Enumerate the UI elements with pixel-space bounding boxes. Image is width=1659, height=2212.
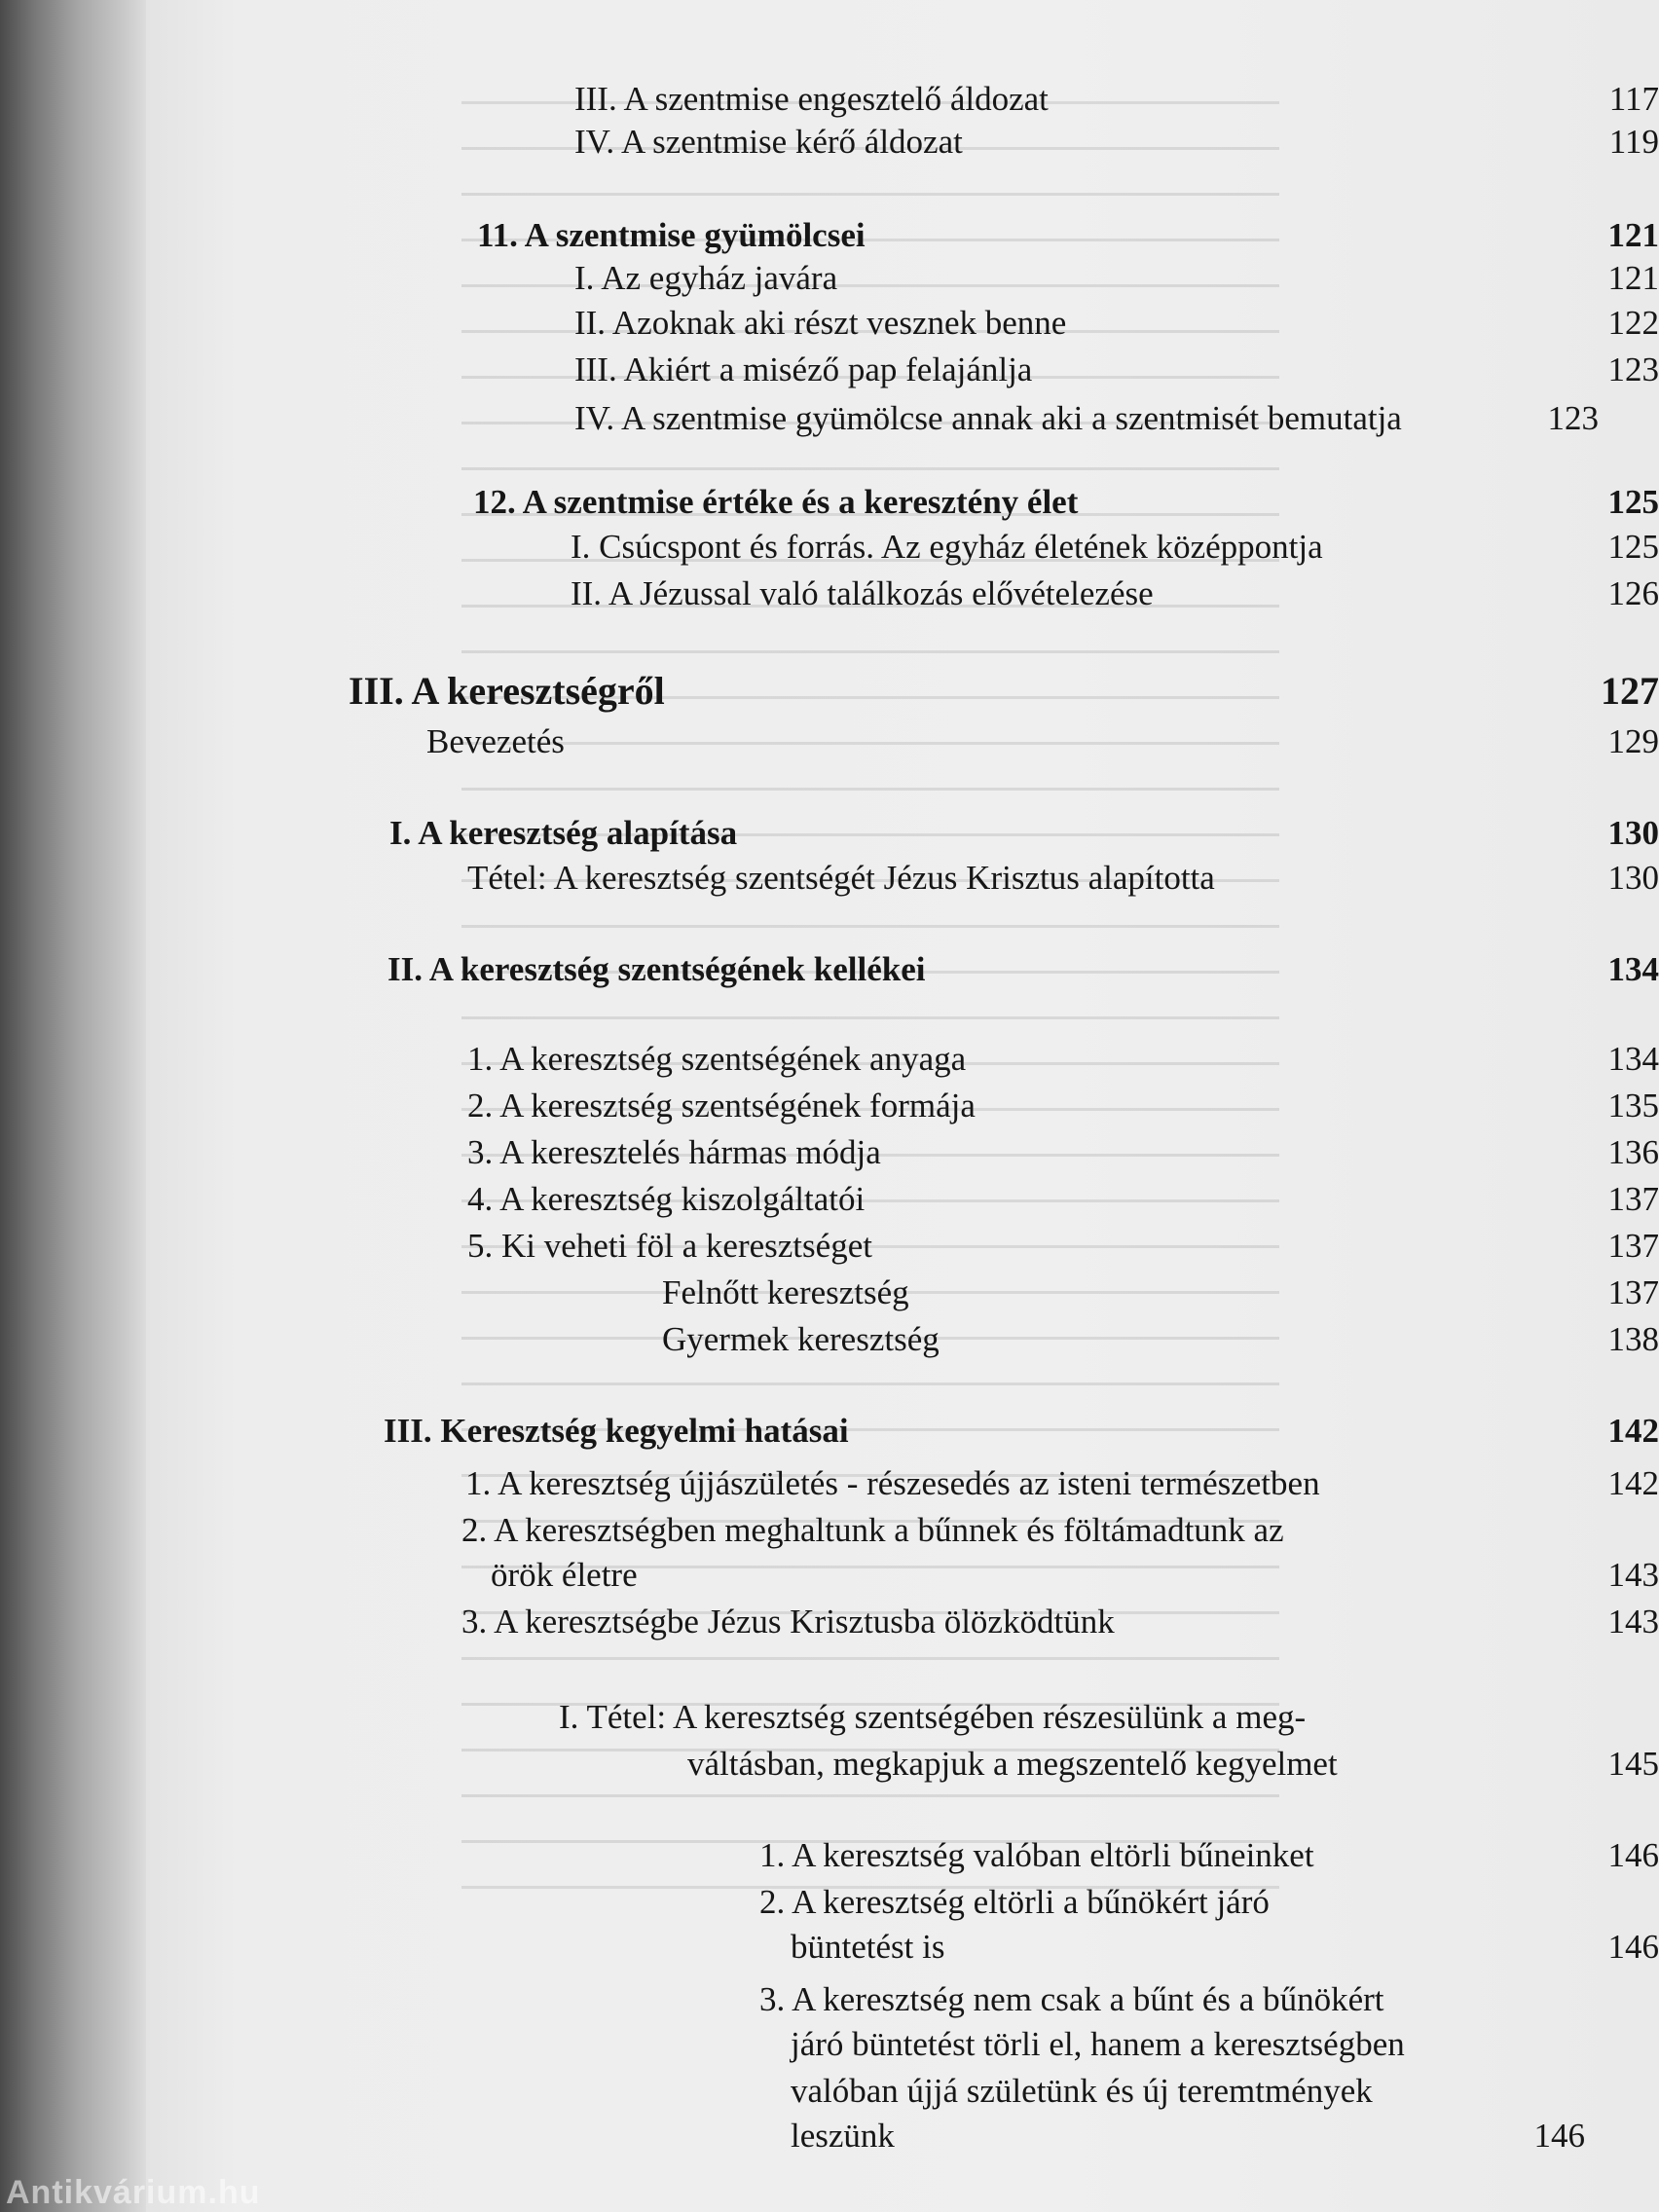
site-watermark: Antikvárium.hu bbox=[6, 2174, 261, 2211]
toc-entry-title: I. Csúcspont és forrás. Az egyház életének középpontja bbox=[571, 528, 1323, 566]
toc-entry-page: 146 bbox=[1533, 2117, 1585, 2155]
toc-entry-page: 146 bbox=[1607, 1836, 1659, 1874]
toc-entry-title: III. A szentmise engesztelő áldozat bbox=[574, 80, 1049, 118]
toc-entry-title: IV. A szentmise kérő áldozat bbox=[574, 123, 963, 161]
toc-entry-page: 130 bbox=[1607, 814, 1659, 852]
toc-entry-title: II. A Jézussal való találkozás elővételezése bbox=[571, 574, 1154, 612]
toc-entry-page: 123 bbox=[1607, 350, 1659, 388]
toc-entry-title: váltásban, megkapjuk a megszentelő kegyelmet bbox=[687, 1745, 1338, 1783]
toc-entry-title: valóban újjá születünk és új teremtmények bbox=[791, 2072, 1373, 2110]
toc-entry-page: 146 bbox=[1607, 1928, 1659, 1966]
toc-entry-page: 123 bbox=[1547, 399, 1599, 437]
toc-entry-title: II. Azoknak aki részt vesznek benne bbox=[574, 304, 1067, 342]
toc-entry-title: örök életre bbox=[491, 1556, 638, 1594]
toc-entry-page: 130 bbox=[1607, 859, 1659, 897]
toc-entry-page: 135 bbox=[1607, 1087, 1659, 1124]
toc-entry-title: 2. A keresztségben meghaltunk a bűnnek és föltámadtunk az bbox=[461, 1511, 1284, 1549]
toc-entry-page: 137 bbox=[1607, 1273, 1659, 1311]
toc-entry-page: 122 bbox=[1607, 304, 1659, 342]
toc-entry-title: büntetést is bbox=[791, 1928, 945, 1966]
toc-entry-title: I. Tétel: A keresztség szentségében részesülünk a meg- bbox=[559, 1698, 1307, 1736]
toc-entry-title: I. A keresztség alapítása bbox=[389, 814, 738, 852]
toc-entry-page: 136 bbox=[1607, 1133, 1659, 1171]
toc-entry-title: Bevezetés bbox=[426, 722, 565, 760]
toc-entry-title: járó büntetést törli el, hanem a keresztségben bbox=[791, 2025, 1405, 2063]
toc-entry-title: 2. A keresztség szentségének formája bbox=[467, 1087, 976, 1124]
toc-entry-page: 137 bbox=[1607, 1180, 1659, 1218]
toc-entry-title: leszünk bbox=[791, 2117, 895, 2155]
toc-entry-page: 142 bbox=[1607, 1412, 1659, 1450]
toc-entry-page: 125 bbox=[1607, 528, 1659, 566]
toc-entry-page: 134 bbox=[1607, 950, 1659, 988]
toc-entry-page: 143 bbox=[1607, 1556, 1659, 1594]
toc-entry-title: III. A keresztségről bbox=[349, 669, 665, 713]
toc-entry-page: 125 bbox=[1607, 483, 1659, 521]
toc-entry-title: 3. A keresztség nem csak a bűnt és a bűnökért bbox=[759, 1980, 1384, 2018]
toc-entry-page: 121 bbox=[1607, 216, 1659, 254]
toc-entry-title: III. Keresztség kegyelmi hatásai bbox=[384, 1412, 849, 1450]
toc-entry-page: 121 bbox=[1607, 259, 1659, 297]
toc-entry-page: 119 bbox=[1608, 123, 1659, 161]
toc-entry-title: 1. A keresztség újjászületés - részesedés az isteni természetben bbox=[465, 1464, 1320, 1502]
toc-entry-page: 134 bbox=[1607, 1040, 1659, 1078]
toc-entry-title: III. Akiért a miséző pap felajánlja bbox=[574, 350, 1033, 388]
toc-entry-page: 126 bbox=[1607, 574, 1659, 612]
toc-entry-title: 3. A keresztelés hármas módja bbox=[467, 1133, 881, 1171]
toc-entry-title: Tétel: A keresztség szentségét Jézus Krisztus alapította bbox=[467, 859, 1215, 897]
toc-entry-title: IV. A szentmise gyümölcse annak aki a szentmisét bemutatja bbox=[574, 399, 1402, 437]
toc-entry-title: 11. A szentmise gyümölcsei bbox=[477, 216, 866, 254]
toc-entry-title: Gyermek keresztség bbox=[662, 1320, 940, 1358]
toc-entry-title: II. A keresztség szentségének kellékei bbox=[387, 950, 926, 988]
toc-entry-page: 127 bbox=[1601, 669, 1659, 713]
toc-entry-title: Felnőtt keresztség bbox=[662, 1273, 909, 1311]
toc-entry-title: 2. A keresztség eltörli a bűnökért járó bbox=[759, 1883, 1270, 1921]
toc-entry-page: 142 bbox=[1607, 1464, 1659, 1502]
toc-entry-page: 117 bbox=[1608, 80, 1659, 118]
toc-entry-page: 137 bbox=[1607, 1227, 1659, 1265]
toc-entry-page: 138 bbox=[1607, 1320, 1659, 1358]
toc-entry-title: I. Az egyház javára bbox=[574, 259, 838, 297]
toc-entry-page: 143 bbox=[1607, 1603, 1659, 1641]
toc-entry-page: 129 bbox=[1607, 722, 1659, 760]
toc-entry-page: 145 bbox=[1607, 1745, 1659, 1783]
toc-entry-title: 4. A keresztség kiszolgáltatói bbox=[467, 1180, 866, 1218]
toc-entry-title: 12. A szentmise értéke és a keresztény élet bbox=[473, 483, 1079, 521]
toc-entry-title: 5. Ki veheti föl a keresztséget bbox=[467, 1227, 872, 1265]
toc-entry-title: 1. A keresztség valóban eltörli bűneinket bbox=[759, 1836, 1314, 1874]
toc-entry-title: 3. A keresztségbe Jézus Krisztusba ölözködtünk bbox=[461, 1603, 1115, 1641]
toc-entry-title: 1. A keresztség szentségének anyaga bbox=[467, 1040, 967, 1078]
